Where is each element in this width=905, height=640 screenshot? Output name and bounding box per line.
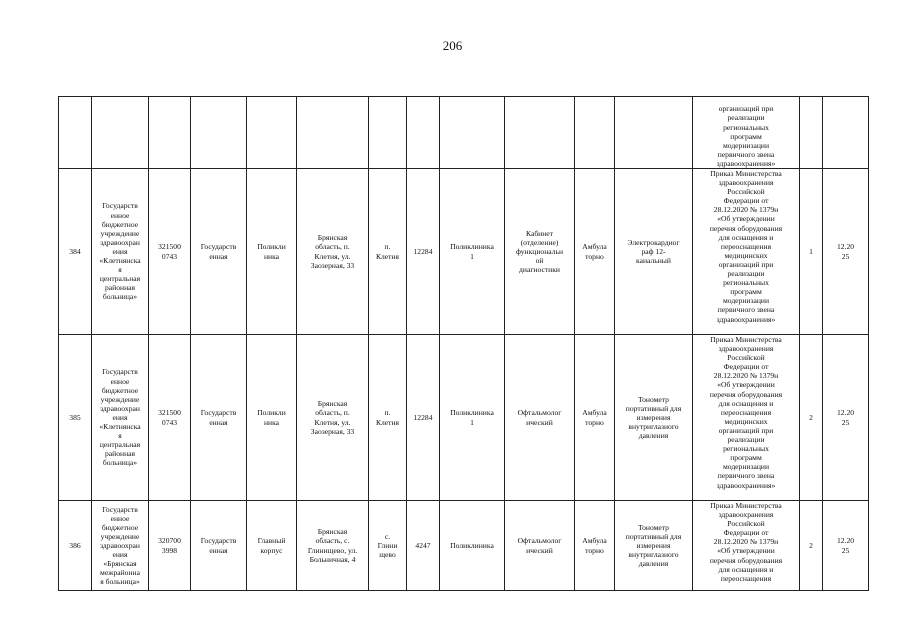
cell-care: Амбула торно bbox=[575, 169, 615, 335]
table-row bbox=[59, 335, 869, 501]
page-number: 206 bbox=[442, 38, 463, 53]
cell-code: 321500 0743 bbox=[149, 169, 191, 335]
cell-department: Офтальмолог ический bbox=[505, 335, 575, 501]
cell-building: Поликли ника bbox=[247, 169, 297, 335]
cell-ownership: Государств енная bbox=[191, 169, 247, 335]
cell-num: 385 bbox=[59, 335, 92, 501]
cell-num: 386 bbox=[59, 501, 92, 591]
cell-building: Поликли ника bbox=[247, 335, 297, 501]
cell-population: 12284 bbox=[407, 335, 440, 501]
cell-num bbox=[59, 97, 92, 169]
cell-facility bbox=[440, 97, 505, 169]
cell-basis: организаций при реализации региональных программ модернизации первичного звена здравоохранения» bbox=[693, 97, 800, 169]
cell-building bbox=[247, 97, 297, 169]
cell-department: Кабинет (отделение) функциональн ой диагностики bbox=[505, 169, 575, 335]
cell-address: Брянская область, с. Глинищево, ул. Больничная, 4 bbox=[297, 501, 369, 591]
cell-org bbox=[92, 97, 149, 169]
table-row bbox=[59, 97, 869, 169]
cell-locality: п. Клетня bbox=[369, 335, 407, 501]
cell-building: Главный корпус bbox=[247, 501, 297, 591]
cell-date: 12.20 25 bbox=[823, 169, 869, 335]
cell-department: Офтальмолог ический bbox=[505, 501, 575, 591]
cell-basis: Приказ Министерства здравоохранения Российской Федерации от 28.12.2020 № 1379н «Об утверждении перечня оборудования для оснащения и переоснащения медицинских организаций при реализации региональных программ модернизации первичного звена здравоохранения» bbox=[693, 169, 800, 335]
cell-basis: Приказ Министерства здравоохранения Российской Федерации от 28.12.2020 № 1379н «Об утверждении перечня оборудования для оснащения и переоснащения bbox=[693, 501, 800, 591]
cell-code bbox=[149, 97, 191, 169]
cell-org: Государств енное бюджетное учреждение здравоохран ения «Клетнянска я центральная районная больница» bbox=[92, 169, 149, 335]
cell-date: 12.20 25 bbox=[823, 335, 869, 501]
cell-locality: п. Клетня bbox=[369, 169, 407, 335]
cell-facility: Поликлиника 1 bbox=[440, 169, 505, 335]
cell-locality bbox=[369, 97, 407, 169]
cell-qty bbox=[800, 97, 823, 169]
cell-care: Амбула торно bbox=[575, 335, 615, 501]
cell-care bbox=[575, 97, 615, 169]
cell-facility: Поликлиника 1 bbox=[440, 335, 505, 501]
cell-qty: 1 bbox=[800, 169, 823, 335]
cell-address bbox=[297, 97, 369, 169]
cell-date: 12.20 25 bbox=[823, 501, 869, 591]
cell-ownership bbox=[191, 97, 247, 169]
cell-locality: с. Глини щево bbox=[369, 501, 407, 591]
table-row bbox=[59, 169, 869, 335]
cell-ownership: Государств енная bbox=[191, 335, 247, 501]
cell-qty: 2 bbox=[800, 335, 823, 501]
equipment-table bbox=[58, 96, 869, 591]
cell-org: Государств енное бюджетное учреждение здравоохран ения «Клетнянска я центральная районная больница» bbox=[92, 335, 149, 501]
cell-equipment: Электрокардиог раф 12- канальный bbox=[615, 169, 693, 335]
cell-population bbox=[407, 97, 440, 169]
cell-equipment: Тонометр портативный для измерения внутриглазного давления bbox=[615, 501, 693, 591]
cell-org: Государств енное бюджетное учреждение здравоохран ения «Брянская межрайонна я больница» bbox=[92, 501, 149, 591]
cell-department bbox=[505, 97, 575, 169]
cell-population: 4247 bbox=[407, 501, 440, 591]
cell-address: Брянская область, п. Клетня, ул. Заозерная, 33 bbox=[297, 335, 369, 501]
cell-facility: Поликлиника bbox=[440, 501, 505, 591]
cell-qty: 2 bbox=[800, 501, 823, 591]
table-row bbox=[59, 501, 869, 591]
cell-date bbox=[823, 97, 869, 169]
cell-population: 12284 bbox=[407, 169, 440, 335]
cell-basis: Приказ Министерства здравоохранения Российской Федерации от 28.12.2020 № 1379н «Об утверждении перечня оборудования для оснащения и переоснащения медицинских организаций при реализации региональных программ модернизации первичного звена здравоохранения» bbox=[693, 335, 800, 501]
cell-num: 384 bbox=[59, 169, 92, 335]
cell-code: 320700 3998 bbox=[149, 501, 191, 591]
cell-equipment bbox=[615, 97, 693, 169]
cell-equipment: Тонометр портативный для измерения внутриглазного давления bbox=[615, 335, 693, 501]
cell-address: Брянская область, п. Клетня, ул. Заозерная, 33 bbox=[297, 169, 369, 335]
cell-care: Амбула торно bbox=[575, 501, 615, 591]
cell-code: 321500 0743 bbox=[149, 335, 191, 501]
cell-ownership: Государств енная bbox=[191, 501, 247, 591]
